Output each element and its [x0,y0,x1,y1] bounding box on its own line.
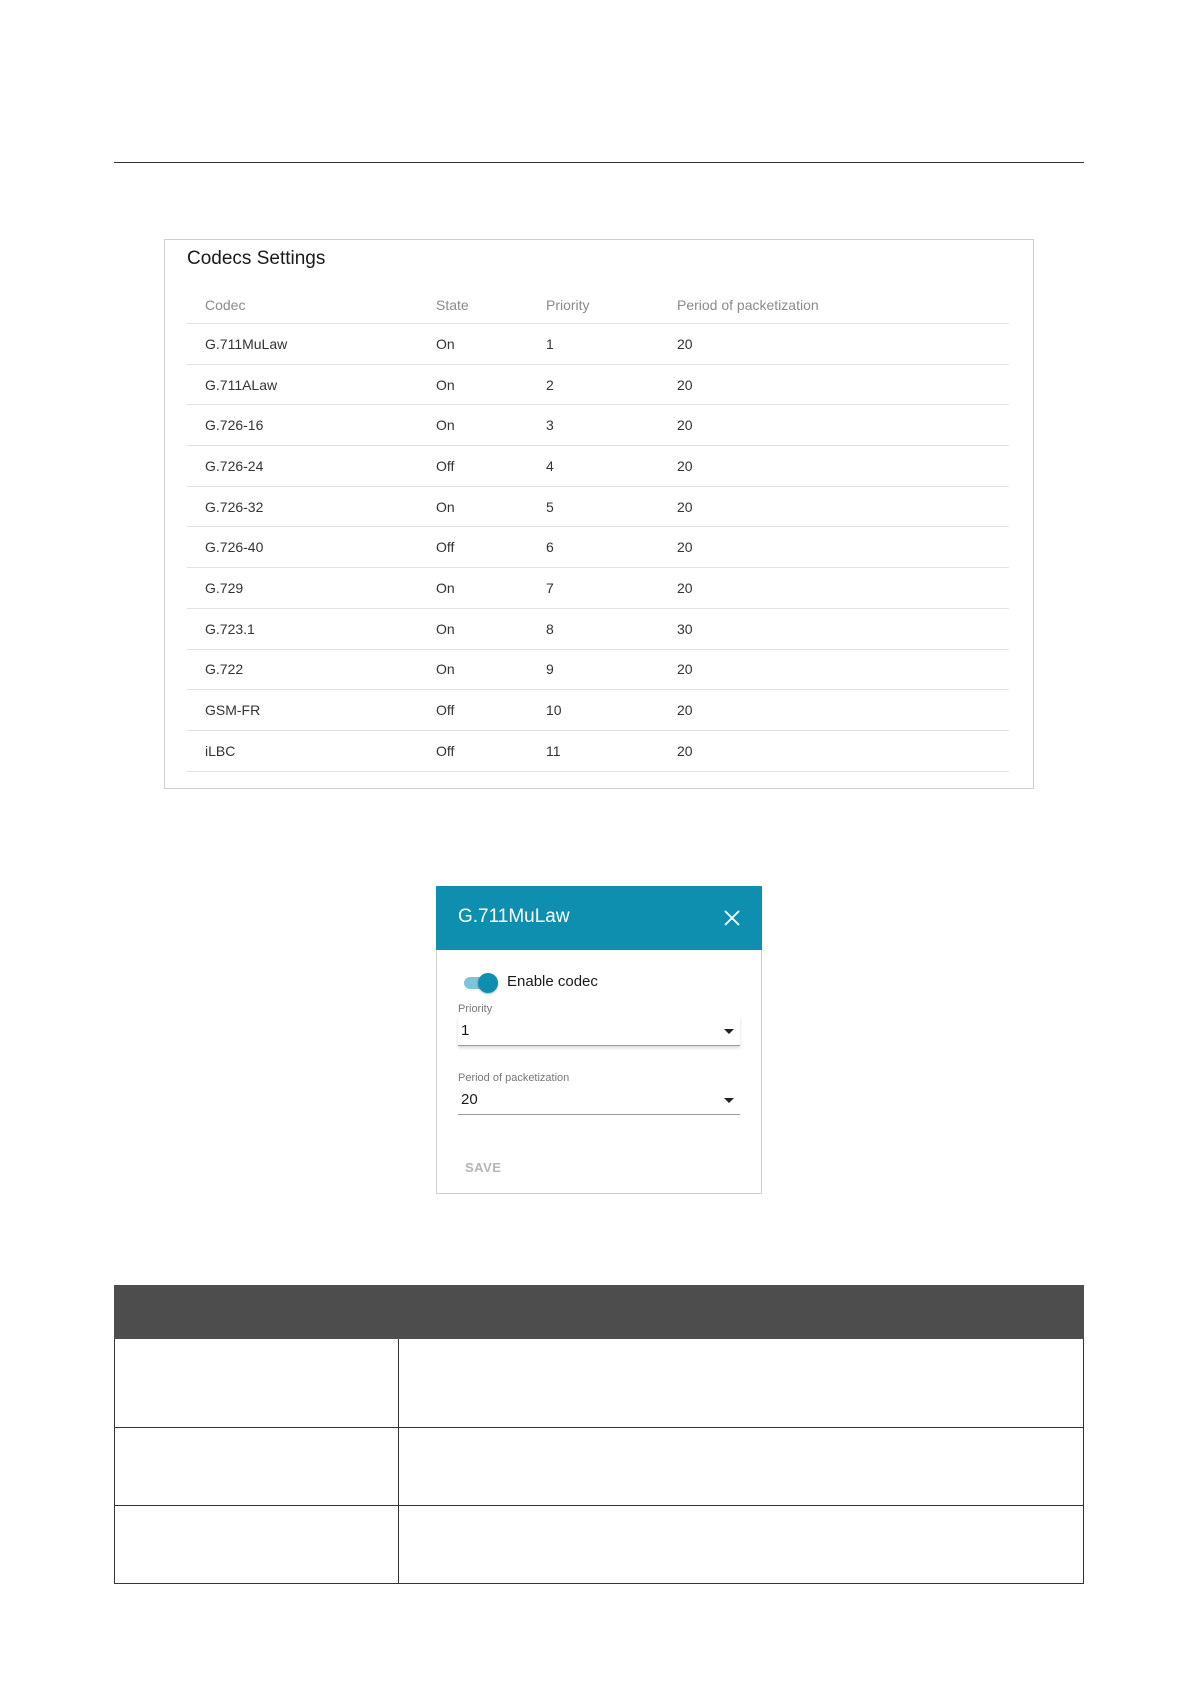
codec-state: On [436,620,455,637]
chevron-down-icon [724,1098,734,1103]
enable-codec-toggle[interactable] [462,971,500,995]
table-row [114,1339,1084,1428]
codec-row-g-711alaw[interactable] [187,365,1009,406]
column-divider [398,1428,399,1505]
codec-edit-dialog [436,886,762,1194]
codec-state: Off [436,457,455,474]
codec-priority: 11 [546,742,561,759]
page-top-rule [114,162,1084,163]
codec-period: 20 [677,539,693,556]
column-divider [398,1339,399,1427]
codec-period: 20 [677,661,693,678]
codec-state: Off [436,539,455,556]
codec-state: On [436,661,455,678]
codec-row-g-722[interactable] [187,650,1009,691]
codec-name: G.711MuLaw [205,335,288,352]
codecs-settings-panel [164,239,1034,789]
period-label: Period of packetization [458,1072,570,1084]
codec-priority: 5 [546,498,554,515]
priority-value: 1 [461,1022,470,1039]
enable-codec-label: Enable codec [507,973,598,990]
column-header-state: State [436,296,469,313]
codec-state: Off [436,742,455,759]
codec-priority: 7 [546,579,554,596]
parameters-table [114,1285,1084,1584]
codec-row-g-729[interactable] [187,568,1009,609]
codec-state: On [436,417,455,434]
toggle-knob [478,973,498,993]
codec-row-g-726-32[interactable] [187,487,1009,528]
column-header-priority: Priority [546,296,590,313]
codec-row-g-726-24[interactable] [187,446,1009,487]
codec-name: G.711ALaw [205,376,278,393]
codec-priority: 3 [546,417,554,434]
codec-period: 30 [677,620,693,637]
codec-row-ilbc[interactable] [187,731,1009,772]
codec-name: G.729 [205,579,244,596]
codec-priority: 10 [546,702,562,719]
period-value: 20 [461,1091,478,1108]
codec-name: G.722 [205,661,244,678]
codec-priority: 8 [546,620,554,637]
codec-name: iLBC [205,742,236,759]
codec-priority: 2 [546,376,554,393]
dialog-title: G.711MuLaw [458,906,570,927]
codec-state: On [436,376,455,393]
codec-period: 20 [677,335,693,352]
dialog-header [436,886,762,950]
codec-row-g-723-1[interactable] [187,609,1009,650]
priority-select[interactable] [458,1016,740,1046]
codec-period: 20 [677,579,693,596]
codec-period: 20 [677,498,693,515]
chevron-down-icon [724,1029,734,1034]
codec-name: G.726-16 [205,417,264,434]
save-button[interactable]: SAVE [465,1160,502,1175]
codec-priority: 4 [546,457,554,474]
codec-period: 20 [677,417,693,434]
table-row [114,1506,1084,1584]
codec-period: 20 [677,742,693,759]
codec-period: 20 [677,457,693,474]
codec-state: On [436,579,455,596]
codec-priority: 9 [546,661,554,678]
codec-priority: 1 [546,335,554,352]
codec-row-g-711mulaw[interactable] [187,324,1009,365]
codec-state: On [436,498,455,515]
codecs-settings-title: Codecs Settings [187,248,326,269]
codecs-table-header [187,286,1009,324]
codec-name: GSM-FR [205,702,261,719]
priority-label: Priority [458,1003,493,1015]
codecs-table [187,286,1009,772]
codec-period: 20 [677,702,693,719]
codec-state: On [436,335,455,352]
codec-state: Off [436,702,455,719]
codec-row-g-726-40[interactable] [187,527,1009,568]
codec-row-gsm-fr[interactable] [187,690,1009,731]
column-divider [398,1506,399,1583]
table-row [114,1428,1084,1506]
column-header-codec: Codec [205,296,246,313]
codec-row-g-726-16[interactable] [187,405,1009,446]
codec-name: G.726-32 [205,498,264,515]
codec-name: G.723.1 [205,620,255,637]
column-header-period: Period of packetization [677,296,819,313]
close-icon[interactable] [722,908,742,928]
codec-priority: 6 [546,539,554,556]
parameters-table-header [114,1285,1084,1339]
codec-period: 20 [677,376,693,393]
codec-name: G.726-24 [205,457,264,474]
codec-name: G.726-40 [205,539,264,556]
period-select[interactable] [458,1085,740,1115]
